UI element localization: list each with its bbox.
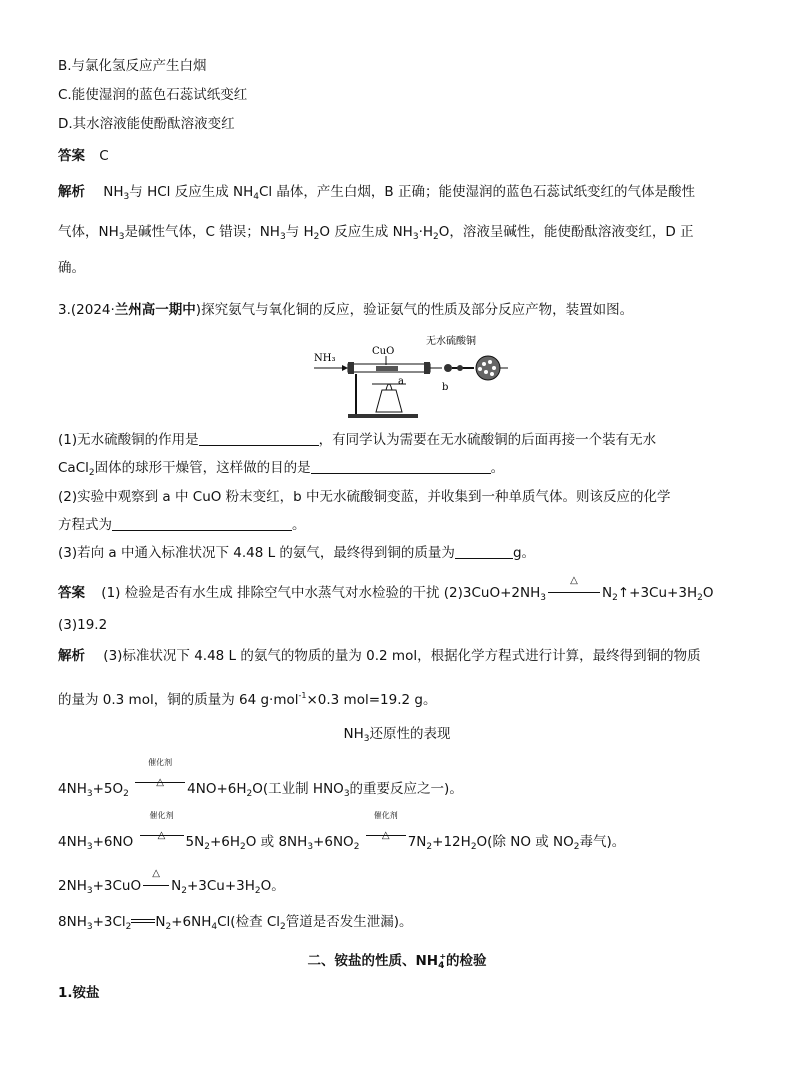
- catalyst-heat-condition: 催化剂 △: [140, 832, 184, 852]
- figure-reagent-label: 无水硫酸铜: [426, 336, 476, 347]
- figure-b-label: b: [442, 382, 449, 393]
- question-3-part-1-line-1: (1)无水硫酸铜的作用是 ，有同学认为需要在无水硫酸铜的后面再接一个装有无水: [58, 432, 657, 448]
- equals-sign: [131, 912, 155, 932]
- apparatus-figure: [310, 332, 510, 422]
- heat-condition: △: [143, 876, 169, 896]
- section-title: $NH_3$还原性的表现: [343, 726, 451, 744]
- answer-1: [58, 146, 109, 166]
- blank-2[interactable]: [311, 459, 491, 474]
- answer-3-line-2: (3)19.2: [58, 617, 108, 633]
- equation-2: $4NH_3+6NO$ 催化剂 △ $5N_2+6H_2O$ 或 $8NH_3+6NO_2$ 催化剂 △ $7N_2+12H_2O$(除 NO 或 $NO_2$毒气)。: [58, 811, 626, 852]
- equation-3: $2NH_3+3CuO$ △ $N_2+3Cu+3H_2O$。: [58, 868, 285, 896]
- answer-label: 答案: [58, 148, 85, 164]
- figure-cuo-label: CuO: [372, 346, 395, 357]
- question-3-part-3: (3)若向 a 中通入标准状况下 4.48 L 的氨气，最终得到铜的质量为 g。: [58, 545, 536, 561]
- question-3-part-2-line-1: (2)实验中观察到 a 中 CuO 粉末变红，b 中无水硫酸铜变蓝，并收集到一种单质气体。则该反应的化学: [58, 489, 671, 505]
- answer-3-line-1: 答案 (1) 检验是否有水生成 排除空气中水蒸气对水检验的干扰 $(2)3CuO+2NH_3$ △ $N_2↑+3Cu+3H_2O$: [58, 575, 714, 603]
- blank-3[interactable]: [112, 516, 292, 531]
- question-3-part-2-line-2: 方程式为 。: [58, 517, 306, 533]
- question-3-part-1-line-2: CaCl$_2$固体的球形干燥管，这样做的目的是 。: [58, 460, 505, 478]
- section-2-title: 二、铵盐的性质、$NH_4^+$的检验: [307, 952, 487, 971]
- catalyst-heat-condition: 催化剂 △: [135, 779, 185, 799]
- analysis-label: 解析: [58, 184, 85, 200]
- figure-nh3-label: NH₃: [314, 353, 336, 364]
- option-d: D.其水溶液能使酚酞溶液变红: [58, 116, 235, 132]
- option-c: C.能使湿润的蓝色石蕊试纸变红: [58, 87, 248, 103]
- analysis-1-line-3: 确。: [58, 260, 85, 276]
- equation-1: $4NH_3+5O_2$ 催化剂 △ $4NO+6H_2O$(工业制 $HNO_3$的重要反应之一)。: [58, 758, 463, 799]
- heat-condition: △: [548, 583, 600, 603]
- catalyst-heat-condition: 催化剂 △: [366, 832, 406, 852]
- figure-a-label: a: [398, 376, 404, 387]
- analysis-3-line-1: 解析 (3)标准状况下 4.48 L 的氨气的物质的量为 0.2 mol，根据化学方程式进行计算，最终得到铜的物质: [58, 648, 701, 664]
- analysis-1-line-2: 气体，$NH_3$是碱性气体，C 错误；$NH_3$与 $H_2O$ 反应生成 $NH_3\cdot H_2O$，溶液呈碱性，能使酚酞溶液变红，D 正: [58, 224, 694, 242]
- question-3-stem: 3.(2024·兰州高一期中)探究氨气与氧化铜的反应，验证氨气的性质及部分反应产物，装置如图。: [58, 302, 634, 318]
- question-source: 兰州高一期中: [114, 302, 196, 318]
- analysis-1-line-1: 解析 $NH_3$与 HCl 反应生成 $NH_4Cl$ 晶体，产生白烟，B 正确；能使湿润的蓝色石蕊试纸变红的气体是酸性: [58, 184, 695, 202]
- analysis-3-line-2: 的量为 0.3 mol，铜的质量为 64 g·mol$^{-1}$×0.3 mol=19.2 g。: [58, 691, 437, 708]
- section-2-item-1: 1.铵盐: [58, 985, 100, 1001]
- analysis-label: 解析: [58, 648, 85, 664]
- answer-label: 答案: [58, 585, 85, 601]
- blank-4[interactable]: [455, 544, 513, 559]
- answer-value: C: [99, 148, 109, 164]
- equation-4: $8NH_3+3Cl_2$ $N_2+6NH_4Cl$(检查 $Cl_2$管道是否发生泄漏)。: [58, 914, 413, 932]
- option-b: B.与氯化氢反应产生白烟: [58, 58, 207, 74]
- blank-1[interactable]: [199, 431, 319, 446]
